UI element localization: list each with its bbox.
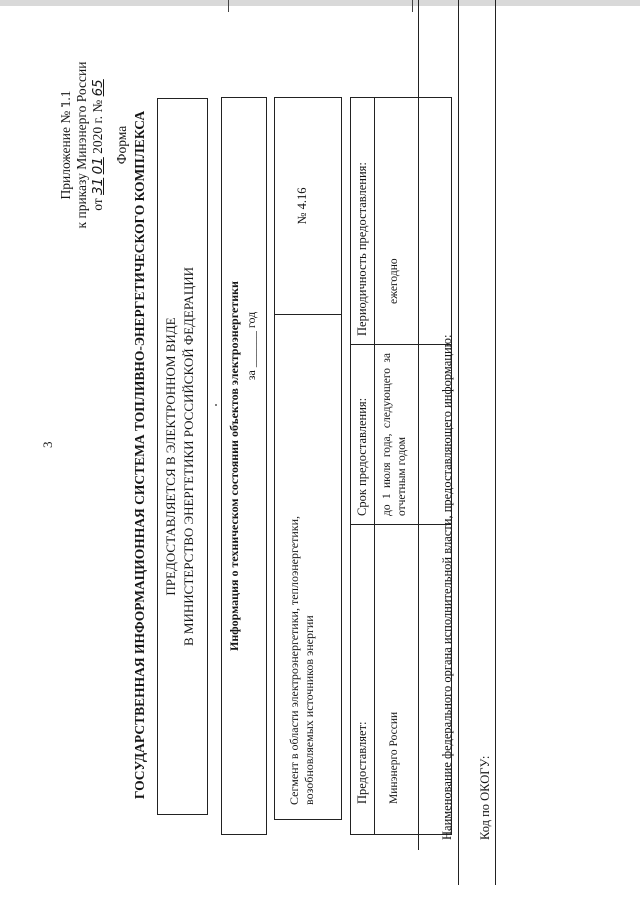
frequency-header: Периодичность предоставления:: [351, 98, 375, 344]
form-number: № 4.16: [295, 187, 309, 225]
deadline-header: Срок предоставления:: [351, 345, 375, 524]
submission-box: [157, 98, 208, 815]
form-label: Форма: [114, 125, 129, 165]
main-title: ГОСУДАРСТВЕННАЯ ИНФОРМАЦИОННАЯ СИСТЕМА ТОПЛИВНО-ЭНЕРГЕТИЧЕСКОГО КОМПЛЕКСА: [132, 110, 147, 800]
segment-box: [274, 97, 342, 820]
authority-field-line[interactable]: [458, 0, 459, 885]
divider-rule: [418, 0, 419, 850]
submission-line-1: ПРЕДОСТАВЛЯЕТСЯ В ЭЛЕКТРОННОМ ВИДЕ: [163, 317, 178, 596]
info-box: [221, 97, 267, 835]
segment-line-1: Сегмент в области электроэнергетики, теплоэнергетики,: [287, 515, 301, 805]
info-period: за ______ год: [244, 311, 258, 381]
period-prefix: за: [244, 370, 258, 381]
appendix-title: Приложение № 1.1: [58, 90, 73, 200]
order-number: 65: [90, 79, 106, 97]
provider-column: [351, 524, 451, 834]
page-number: 3: [40, 441, 55, 448]
okogu-field-line[interactable]: [495, 0, 496, 885]
appendix-block: [58, 20, 130, 270]
submission-line-2: В МИНИСТЕРСТВО ЭНЕРГЕТИКИ РОССИЙСКОЙ ФЕДЕРАЦИИ: [181, 267, 196, 646]
deadline-value: до 1 июля года, следующего за отчетным годом: [381, 353, 408, 516]
segment-line-2: возобновляемых источников энергии: [302, 615, 316, 805]
frequency-column: [351, 98, 451, 344]
authority-label: Наименование федерального органа исполнительной власти, предоставляющего информацию:: [440, 334, 454, 840]
appendix-date-line: [90, 20, 106, 270]
frequency-value: ежегодно: [388, 258, 400, 304]
period-suffix: год: [244, 311, 258, 329]
info-title: Информация о техническом состоянии объектов электроэнергетики: [227, 281, 241, 651]
date-year: 2020 г. №: [90, 99, 105, 154]
segment-text: [275, 314, 341, 819]
deadline-column: [351, 344, 451, 524]
okogu-label: Код по ОКОГУ:: [478, 755, 492, 840]
appendix-order: к приказу Минэнерго России: [74, 61, 89, 229]
provider-value: Минэнерго России: [388, 711, 400, 804]
provider-header: Предоставляет:: [351, 525, 375, 834]
date-month: 01: [90, 157, 106, 175]
date-day: 31: [90, 177, 106, 195]
date-prefix: от: [90, 198, 105, 211]
submission-table: [350, 97, 452, 835]
